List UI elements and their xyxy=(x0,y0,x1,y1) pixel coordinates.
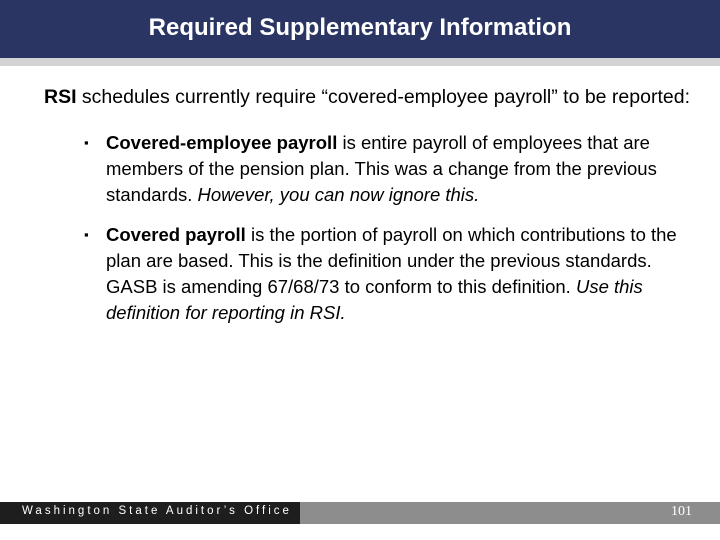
slide-body xyxy=(44,84,694,340)
intro-bold-term: RSI xyxy=(44,86,77,108)
footer-bar xyxy=(0,502,720,524)
title-divider xyxy=(0,58,720,66)
bullet-text: is entire payroll of employees that are members of the pension plan. This was a change from the previous standards. xyxy=(106,132,657,205)
page-number: 101 xyxy=(671,504,692,519)
bullet-italic-note: However, you can now ignore this. xyxy=(197,184,480,205)
bullet-list xyxy=(44,130,694,326)
bullet-term: Covered-employee payroll xyxy=(106,132,338,153)
square-bullet-icon: ▪ xyxy=(84,135,89,150)
footer-organization: Washington State Auditor’s Office xyxy=(22,505,292,517)
title-bar xyxy=(0,0,720,58)
slide-title: Required Supplementary Information xyxy=(148,14,572,41)
bullet-term: Covered payroll xyxy=(106,224,246,245)
bullet-text: is the portion of payroll on which contributions to the plan are based. This is the definition under the previous standards. GASB is amending 67/68/73 to conform to this definition. xyxy=(106,224,677,297)
intro-text: schedules currently require “covered-employee payroll” to be reported: xyxy=(76,86,690,108)
intro-paragraph xyxy=(44,84,694,110)
bullet-italic-note: Use this definition for reporting in RSI. xyxy=(106,276,643,323)
bullet-item-covered-payroll xyxy=(84,222,686,326)
bullet-item-covered-employee-payroll xyxy=(84,130,686,208)
square-bullet-icon: ▪ xyxy=(84,227,89,242)
